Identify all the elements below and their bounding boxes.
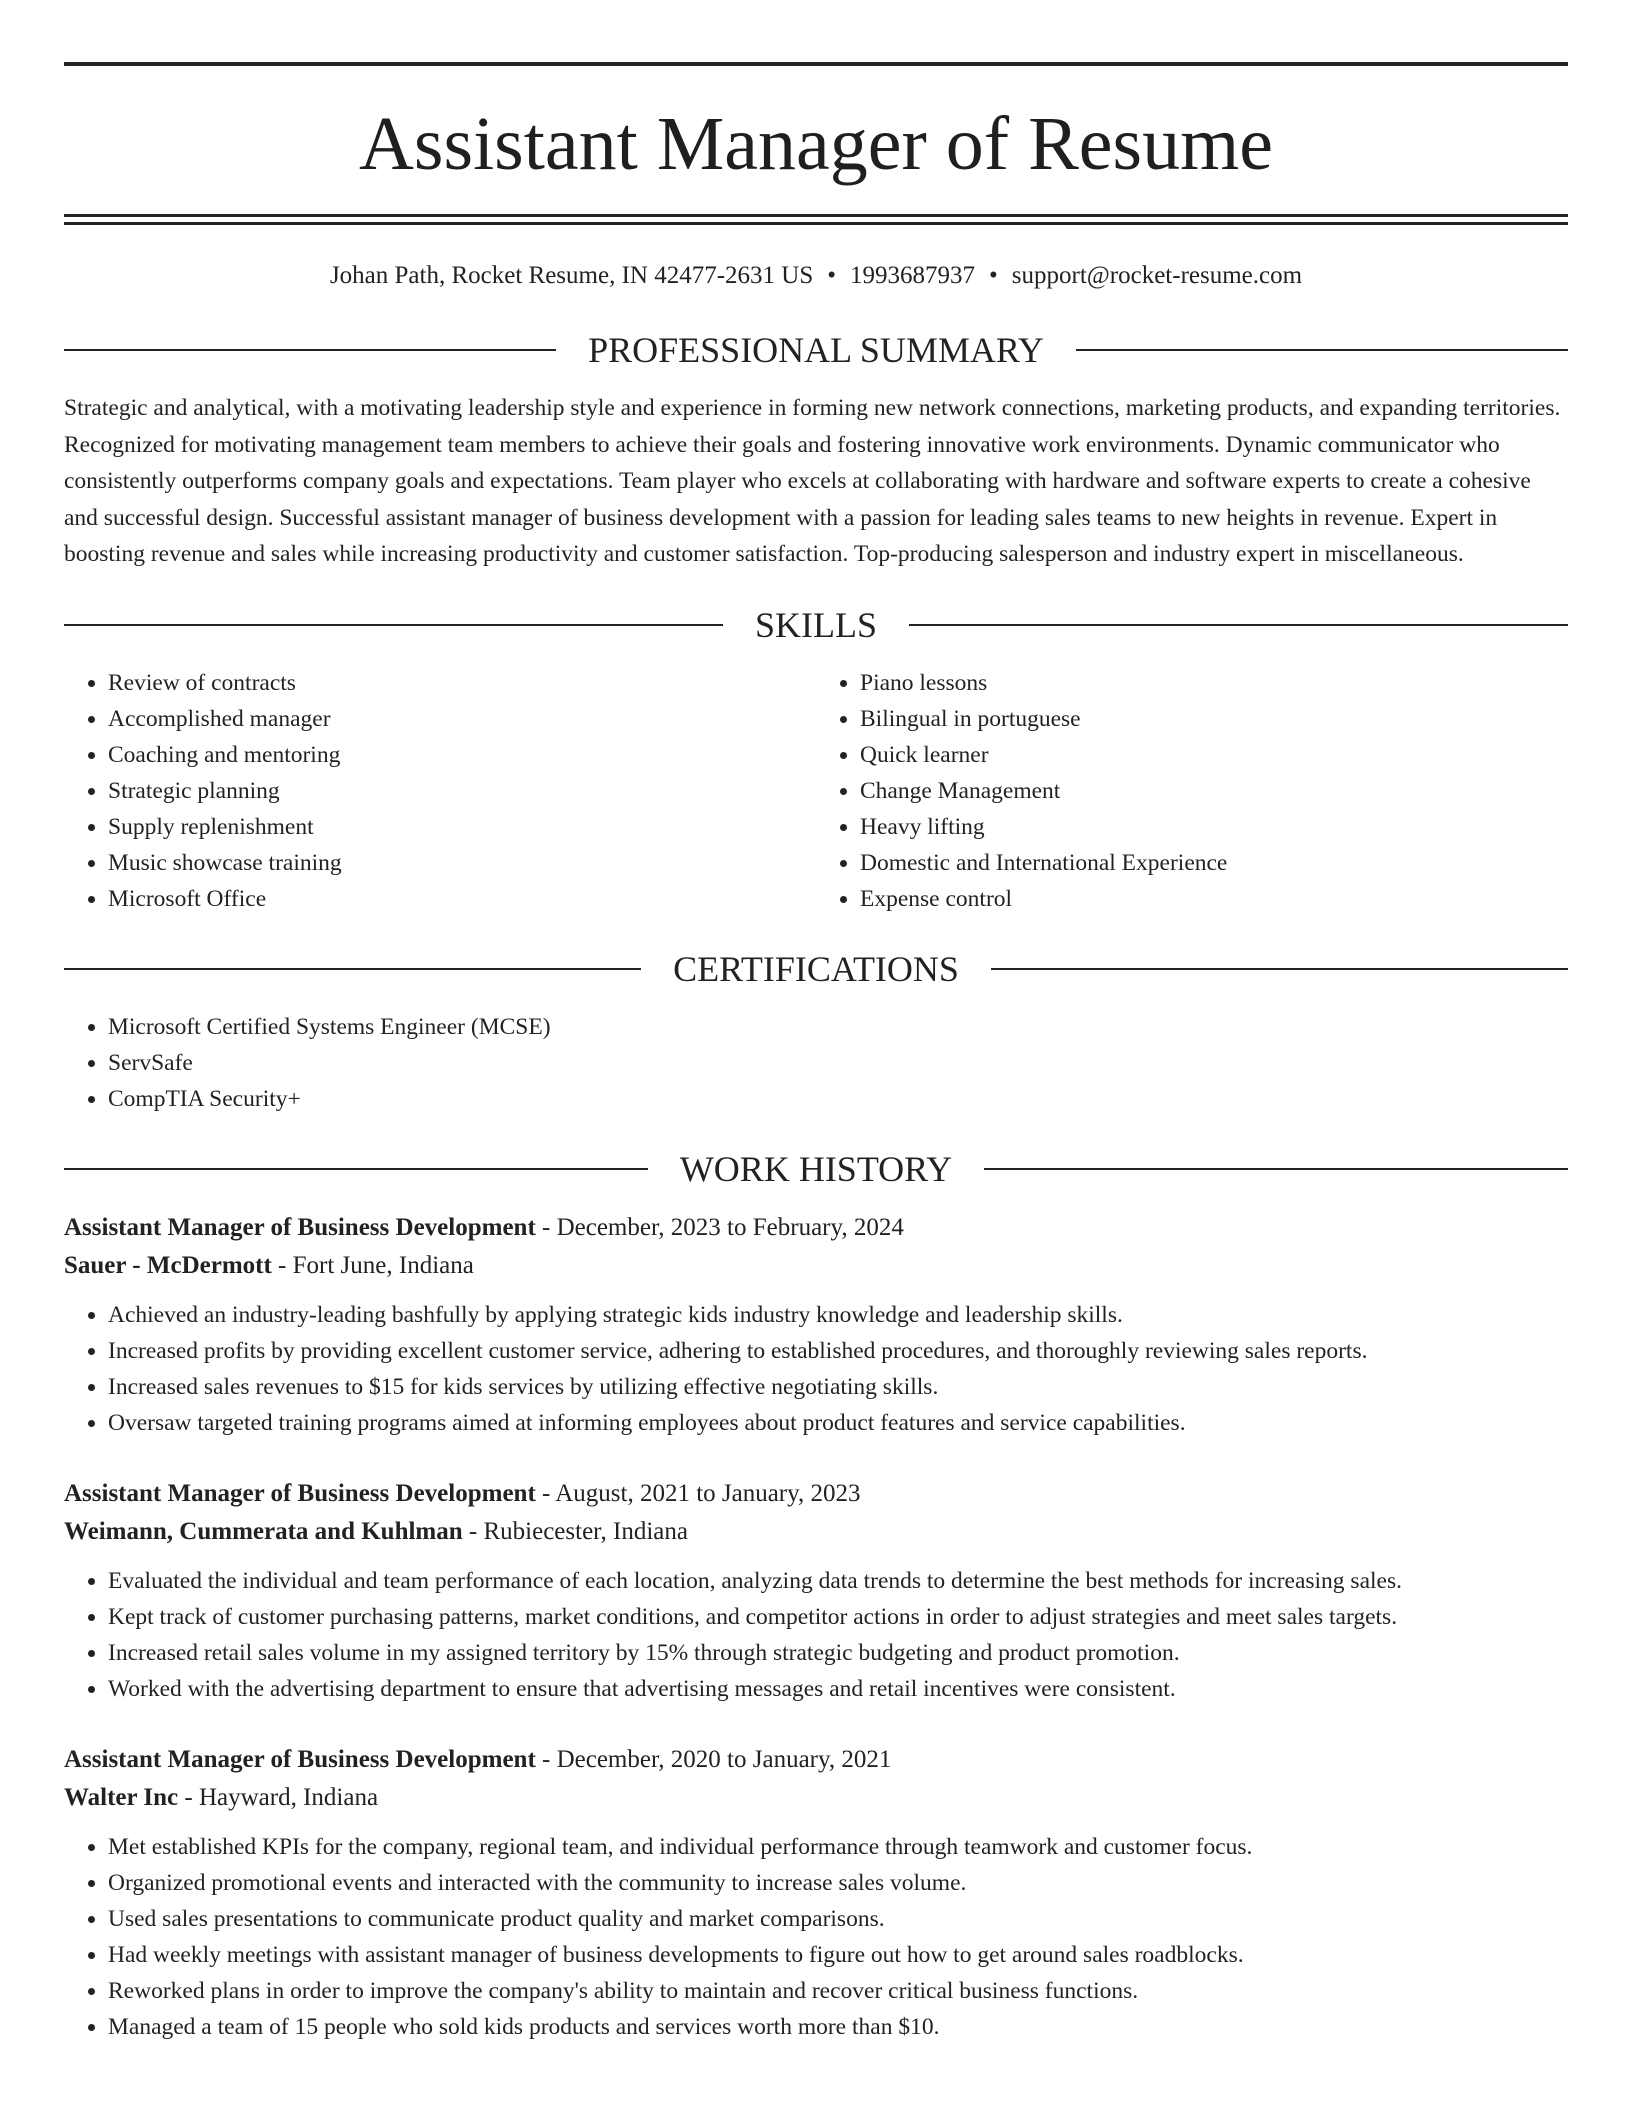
section-title: WORK HISTORY: [679, 1148, 953, 1189]
skill-item: • Supply replenishment: [108, 809, 816, 845]
job-bullet: • Reworked plans in order to improve the company's ability to maintain and recover critical business functions.: [108, 1973, 1568, 2009]
job-title-line: [64, 1741, 1568, 1779]
job-bullet: • Evaluated the individual and team performance of each location, analyzing data trends to determine the best methods for increasing sales.: [108, 1563, 1568, 1599]
certification-item: • Microsoft Certified Systems Engineer (MCSE): [108, 1009, 1568, 1045]
job-title: Assistant Manager of Business Development: [64, 1745, 536, 1773]
job-entry: [64, 1475, 1568, 1707]
skill-item: • Quick learner: [860, 737, 1568, 773]
skill-item: • Microsoft Office: [108, 881, 816, 917]
resume-title: Assistant Manager of Resume: [359, 102, 1273, 186]
section-header-work-history: [64, 1148, 1568, 1189]
skill-item: • Review of contracts: [108, 665, 816, 701]
job-title: Assistant Manager of Business Development: [64, 1213, 536, 1241]
section-rule: [64, 968, 641, 970]
skills-columns: [64, 665, 1568, 917]
skill-item: • Coaching and mentoring: [108, 737, 816, 773]
certification-item: • ServSafe: [108, 1045, 1568, 1081]
job-bullet: • Increased profits by providing excellent customer service, adhering to established procedures, and thoroughly reviewing sales reports.: [108, 1333, 1568, 1369]
section-rule: [1076, 349, 1568, 351]
job-bullet: • Managed a team of 15 people who sold kids products and services worth more than $10.: [108, 2009, 1568, 2045]
skill-item: • Heavy lifting: [860, 809, 1568, 845]
section-title: CERTIFICATIONS: [673, 948, 959, 989]
job-dates: - August, 2021 to January, 2023: [535, 1479, 861, 1507]
title-double-rule: [64, 214, 1568, 225]
skills-list-right: [816, 665, 1568, 917]
job-bullet: • Increased retail sales volume in my assigned territory by 15% through strategic budgeting and product promotion.: [108, 1635, 1568, 1671]
section-rule: [64, 1168, 648, 1170]
job-bullet: • Increased sales revenues to $15 for kids services by utilizing effective negotiating skills.: [108, 1369, 1568, 1405]
certification-item: • CompTIA Security+: [108, 1081, 1568, 1117]
section-rule: [984, 1168, 1568, 1170]
job-title-line: [64, 1475, 1568, 1513]
contact-phone: 1993687937: [850, 262, 975, 289]
skill-item: • Piano lessons: [860, 665, 1568, 701]
skill-item: • Music showcase training: [108, 845, 816, 881]
job-company: Weimann, Cummerata and Kuhlman: [64, 1517, 463, 1545]
skill-item: • Change Management: [860, 773, 1568, 809]
job-bullet: • Achieved an industry-leading bashfully by applying strategic kids industry knowledge and leadership skills.: [108, 1297, 1568, 1333]
job-bullet: • Used sales presentations to communicate product quality and market comparisons.: [108, 1901, 1568, 1937]
job-bullet: • Organized promotional events and interacted with the community to increase sales volume.: [108, 1865, 1568, 1901]
section-rule: [64, 349, 556, 351]
contact-separator: •: [827, 262, 836, 289]
job-location: - Hayward, Indiana: [178, 1783, 379, 1811]
section-header-summary: [64, 332, 1568, 368]
contact-email: support@rocket-resume.com: [1011, 262, 1303, 289]
section-header-skills: [64, 604, 1568, 645]
job-company: Walter Inc: [64, 1783, 179, 1811]
section-rule: [909, 624, 1568, 626]
contact-address: Johan Path, Rocket Resume, IN 42477-2631 US: [329, 262, 814, 289]
job-company: Sauer - McDermott: [64, 1251, 272, 1279]
job-bullets: [64, 1563, 1568, 1707]
section-rule: [64, 624, 723, 626]
contact-line: [64, 263, 1568, 288]
job-dates: - December, 2020 to January, 2021: [535, 1745, 892, 1773]
job-bullet: • Oversaw targeted training programs aimed at informing employees about product features and service capabilities.: [108, 1405, 1568, 1441]
section-rule: [991, 968, 1568, 970]
job-entry: [64, 1209, 1568, 1441]
job-bullet: • Kept track of customer purchasing patterns, market conditions, and competitor actions in order to adjust strategies and meet sales targets.: [108, 1599, 1568, 1635]
job-dates: - December, 2023 to February, 2024: [535, 1213, 904, 1241]
job-company-line: [64, 1247, 1568, 1285]
job-title-line: [64, 1209, 1568, 1247]
job-company-line: [64, 1513, 1568, 1551]
job-bullet: • Worked with the advertising department to ensure that advertising messages and retail incentives were consistent.: [108, 1671, 1568, 1707]
skill-item: • Expense control: [860, 881, 1568, 917]
job-bullets: [64, 1297, 1568, 1441]
section-title: SKILLS: [755, 604, 878, 645]
section-title: PROFESSIONAL SUMMARY: [588, 330, 1044, 370]
job-entry: [64, 1741, 1568, 2045]
top-rule: [64, 62, 1568, 66]
job-bullet: • Had weekly meetings with assistant manager of business developments to figure out how to get around sales roadblocks.: [108, 1937, 1568, 1973]
skill-item: • Accomplished manager: [108, 701, 816, 737]
section-header-certifications: [64, 948, 1568, 989]
job-title: Assistant Manager of Business Development: [64, 1479, 536, 1507]
job-bullets: [64, 1829, 1568, 2045]
job-bullet: • Met established KPIs for the company, regional team, and individual performance through teamwork and customer focus.: [108, 1829, 1568, 1865]
job-location: - Rubiecester, Indiana: [462, 1517, 688, 1545]
skill-item: • Strategic planning: [108, 773, 816, 809]
job-company-line: [64, 1779, 1568, 1817]
skill-item: • Domestic and International Experience: [860, 845, 1568, 881]
skill-item: • Bilingual in portuguese: [860, 701, 1568, 737]
certifications-list: [64, 1009, 1568, 1117]
job-location: - Fort June, Indiana: [271, 1251, 474, 1279]
contact-separator: •: [989, 262, 998, 289]
summary-text: Strategic and analytical, with a motivating leadership style and experience in forming new network connections, marketing products, and expanding territories. Recognized for motivating management team members to achieve their goals and fostering innovative work environments. Dynamic communicator who consistently outperforms company goals and expectations. Team player who excels at collaborating with hardware and software experts to create a cohesive and successful design. Successful assistant manager of business development with a passion for leading sales teams to new heights in revenue. Expert in boosting revenue and sales while increasing productivity and customer satisfaction. Top-producing salesperson and industry expert in miscellaneous.: [64, 395, 1561, 567]
skills-list-left: [64, 665, 816, 917]
